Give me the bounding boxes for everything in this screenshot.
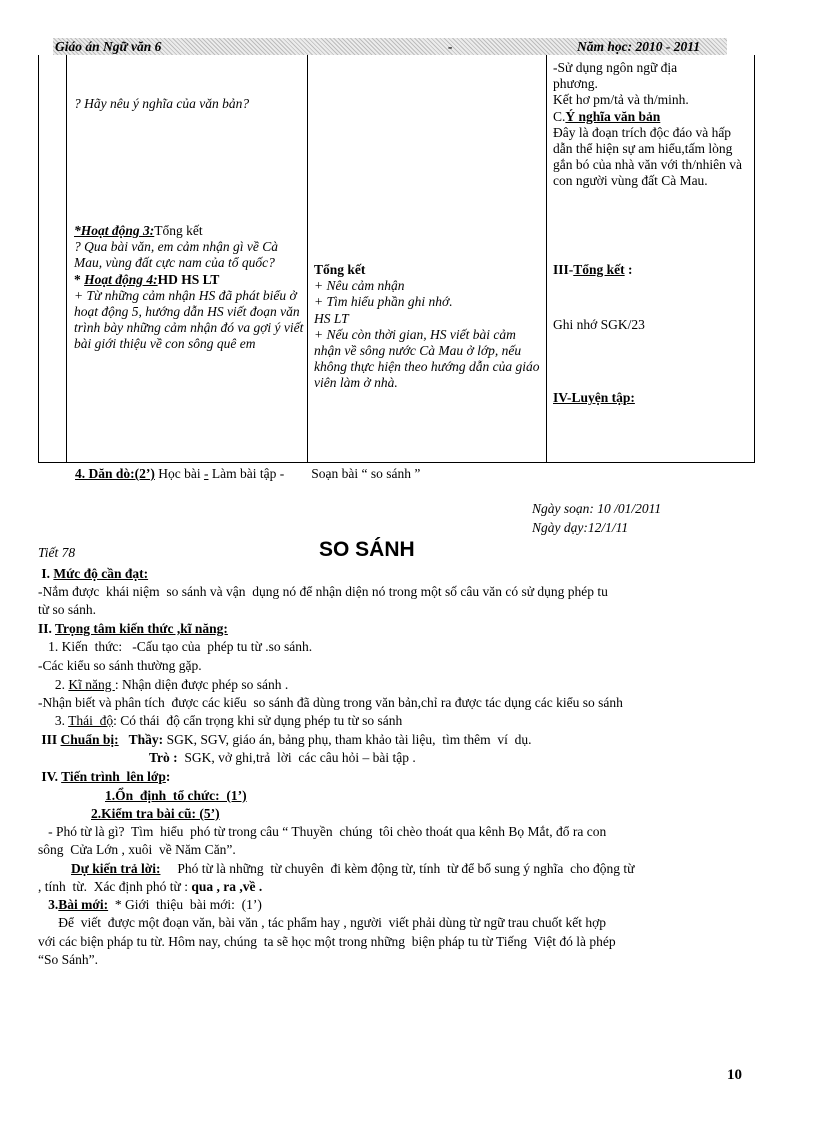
activity-3-text: Tổng kết [154,223,203,238]
section-2-line-5-pre: 3. [38,713,69,728]
step-1: 1.Ổn định tổ chức: (1’) [105,788,247,803]
activity-4-body: + Từ những cảm nhận HS đã phát biểu ở hoạt động 5, hướng dẫn HS viết đoạn văn trình bày những cảm nhận đó va gợi ý viết bài giới thiệu về con sông quê em [74,287,304,352]
step-2-answer-2 [38,879,262,895]
section-4-title: Tiến trình lên lớp [61,769,166,784]
answer-text: Phó từ là những từ chuyên đi kèm động từ, tính từ để bổ sung ý nghĩa cho động từ [160,861,635,876]
activity-3-label: *Hoạt động 3: [74,223,155,238]
step-3-title: Bài mới: [58,897,109,912]
step-3-line [38,897,262,913]
answer-label: Dự kiến trả lời: [71,861,161,876]
section-iv-heading: IV-Luyện tập: [553,390,635,405]
section-3-prefix: III [38,732,61,747]
section-3-line-2 [149,750,416,766]
student-activity [314,262,540,392]
section-2-prefix: II. [38,621,56,636]
section-3-title: Chuẩn bị: [60,732,119,747]
section-c-prefix: C. [553,108,566,124]
question-meaning: ? Hãy nêu ý nghĩa của văn bản? [74,96,250,111]
skill-label: Kĩ năng [68,677,115,692]
section-iii-heading [553,262,633,278]
section-2-line-4: -Nhận biết và phân tích được các kiểu so sánh đã dùng trong văn bản,chỉ ra được tác dụng các kiểu so sánh [38,695,623,710]
intro-line-2: với các biện pháp tu từ. Hôm nay, chúng ta sẽ học một trong những biện pháp tu từ Tiếng Việt đó là phép [38,934,616,949]
section-1-title: Mức độ cần đạt: [53,566,149,581]
page-header [53,38,727,55]
section-2-line-1: 1. Kiến thức: -Cấu tạo của phép tu từ .so sánh. [38,639,313,654]
summary-item-1: + Nêu cảm nhận [314,278,405,294]
content-language: -Sử dụng ngôn ngữ địa phương. [553,60,678,92]
step-3-star: * [108,897,125,912]
section-2-line-5-post: : Có thái độ cẩn trọng khi sử dụng phép tu từ so sánh [113,713,403,728]
homework-text-2: Làm bài tập - Soạn bài “ so sánh ” [208,466,421,481]
student-label: Trò : [149,750,178,765]
ghi-nho: Ghi nhớ SGK/23 [553,317,645,332]
section-1-line-1: -Nắm được khái niệm so sánh và vận dụng nó để nhận diện nó trong một số câu văn có sử dụng phép tu [38,584,608,599]
activity-4-label: Hoạt động 4: [84,271,158,287]
table-border-bottom [38,462,755,463]
section-3-line-1 [38,732,532,748]
section-2-title: Trọng tâm kiến thức ,kĩ năng: [55,621,228,636]
activity-block [74,223,304,353]
answer-adverbs: qua , ra ,về . [191,879,263,894]
step-3-intro: Giới thiệu bài mới: (1’) [124,897,262,912]
step-2-question-2: sông Cửa Lớn , xuôi về Năm Căn”. [38,842,236,857]
table-border-right [754,55,755,463]
section-1-heading [38,566,148,582]
section-1-line-2: từ so sánh. [38,602,96,617]
activity-4-prefix: * [74,271,85,287]
section-2-line-2: -Các kiểu so sánh thường gặp. [38,658,202,673]
step-2-question-1: - Phó từ là gì? Tìm hiểu phó từ trong câu “ Thuyền chúng tôi chèo thoát qua kênh Bọ Mắt, đổ ra con [38,824,607,839]
section-iii-suffix: : [624,262,633,277]
table-border-left [38,55,39,463]
header-school-year: Năm học: 2010 - 2011 [577,39,700,54]
section-iii-title: Tổng kết [573,262,625,277]
homework-line [75,466,420,482]
summary-item-3: HS LT [314,310,349,326]
step-2: 2.Kiểm tra bài cũ: (5’) [91,806,220,821]
intro-line-3: “So Sánh”. [38,952,98,967]
attitude-label: Thái độ [68,713,114,728]
section-c-title: Ý nghĩa văn bản [565,108,661,124]
section-iii-prefix: III- [553,262,574,277]
student-prep: SGK, vở ghi,trả lời các câu hỏi – bài tập . [177,750,416,765]
lesson-title: SO SÁNH [319,538,415,561]
header-dash: - [448,39,453,54]
step-3-prefix: 3. [38,897,59,912]
section-2-line-3-pre: 2. [38,677,69,692]
page-number: 10 [727,1067,742,1083]
section-2-line-3 [38,677,288,693]
content-column [553,60,749,190]
section-c-body: Đây là đoạn trích độc đáo và hấp dẫn thể hiện sự am hiểu,tấm lòng gắn bó của nhà văn với th/nhiên và con người vùng đất Cà Mau. [553,124,742,189]
section-2-line-5 [38,713,402,729]
content-technique: Kết hơ pm/tả và th/minh. [553,92,689,108]
section-2-line-3-post: : Nhận diện được phép so sánh . [114,677,289,692]
lesson-number: Tiết 78 [38,545,76,560]
summary-title: Tổng kết [314,262,366,277]
date-taught: Ngày dạy:12/1/11 [532,520,629,535]
teacher-label: Thầy: [128,732,164,747]
activity-3-question: ? Qua bài văn, em cảm nhận gì về Cà Mau, vùng đất cực nam của tổ quốc? [74,239,278,271]
section-4-heading [38,769,170,785]
activity-4-text: HD HS LT [157,271,220,287]
homework-dash: - [203,466,209,481]
summary-item-4: + Nếu còn thời gian, HS viết bài cảm nhận về sông nước Cà Mau ở lớp, nếu không thực hiện theo hướng dẫn của giáo viên làm ở nhà. [314,326,540,391]
summary-item-2: + Tìm hiểu phần ghi nhớ. [314,294,453,310]
table-divider-3 [546,55,547,463]
section-1-prefix: I. [38,566,54,581]
date-prepared: Ngày soạn: 10 /01/2011 [532,501,662,516]
section-2-heading [38,621,228,637]
section-4-suffix: : [165,769,171,784]
table-divider-2 [307,55,308,463]
header-subject: Giáo án Ngữ văn 6 [55,39,162,54]
homework-text-1: Học bài [154,466,204,481]
homework-label: 4. Dăn dò:(2’) [75,466,155,481]
intro-line-1: Để viết được một đoạn văn, bài văn , tác phẩm hay , người viết phải dùng từ ngữ trau chuốt kết hợp [38,915,607,930]
step-2-answer [71,861,634,877]
teacher-prep: SGK, SGV, giáo án, bảng phụ, tham khảo tài liệu, tìm thêm ví dụ. [163,732,532,747]
section-4-prefix: IV. [38,769,62,784]
table-divider-1 [66,55,67,463]
answer-2-text: , tính từ. Xác định phó từ : [38,879,192,894]
